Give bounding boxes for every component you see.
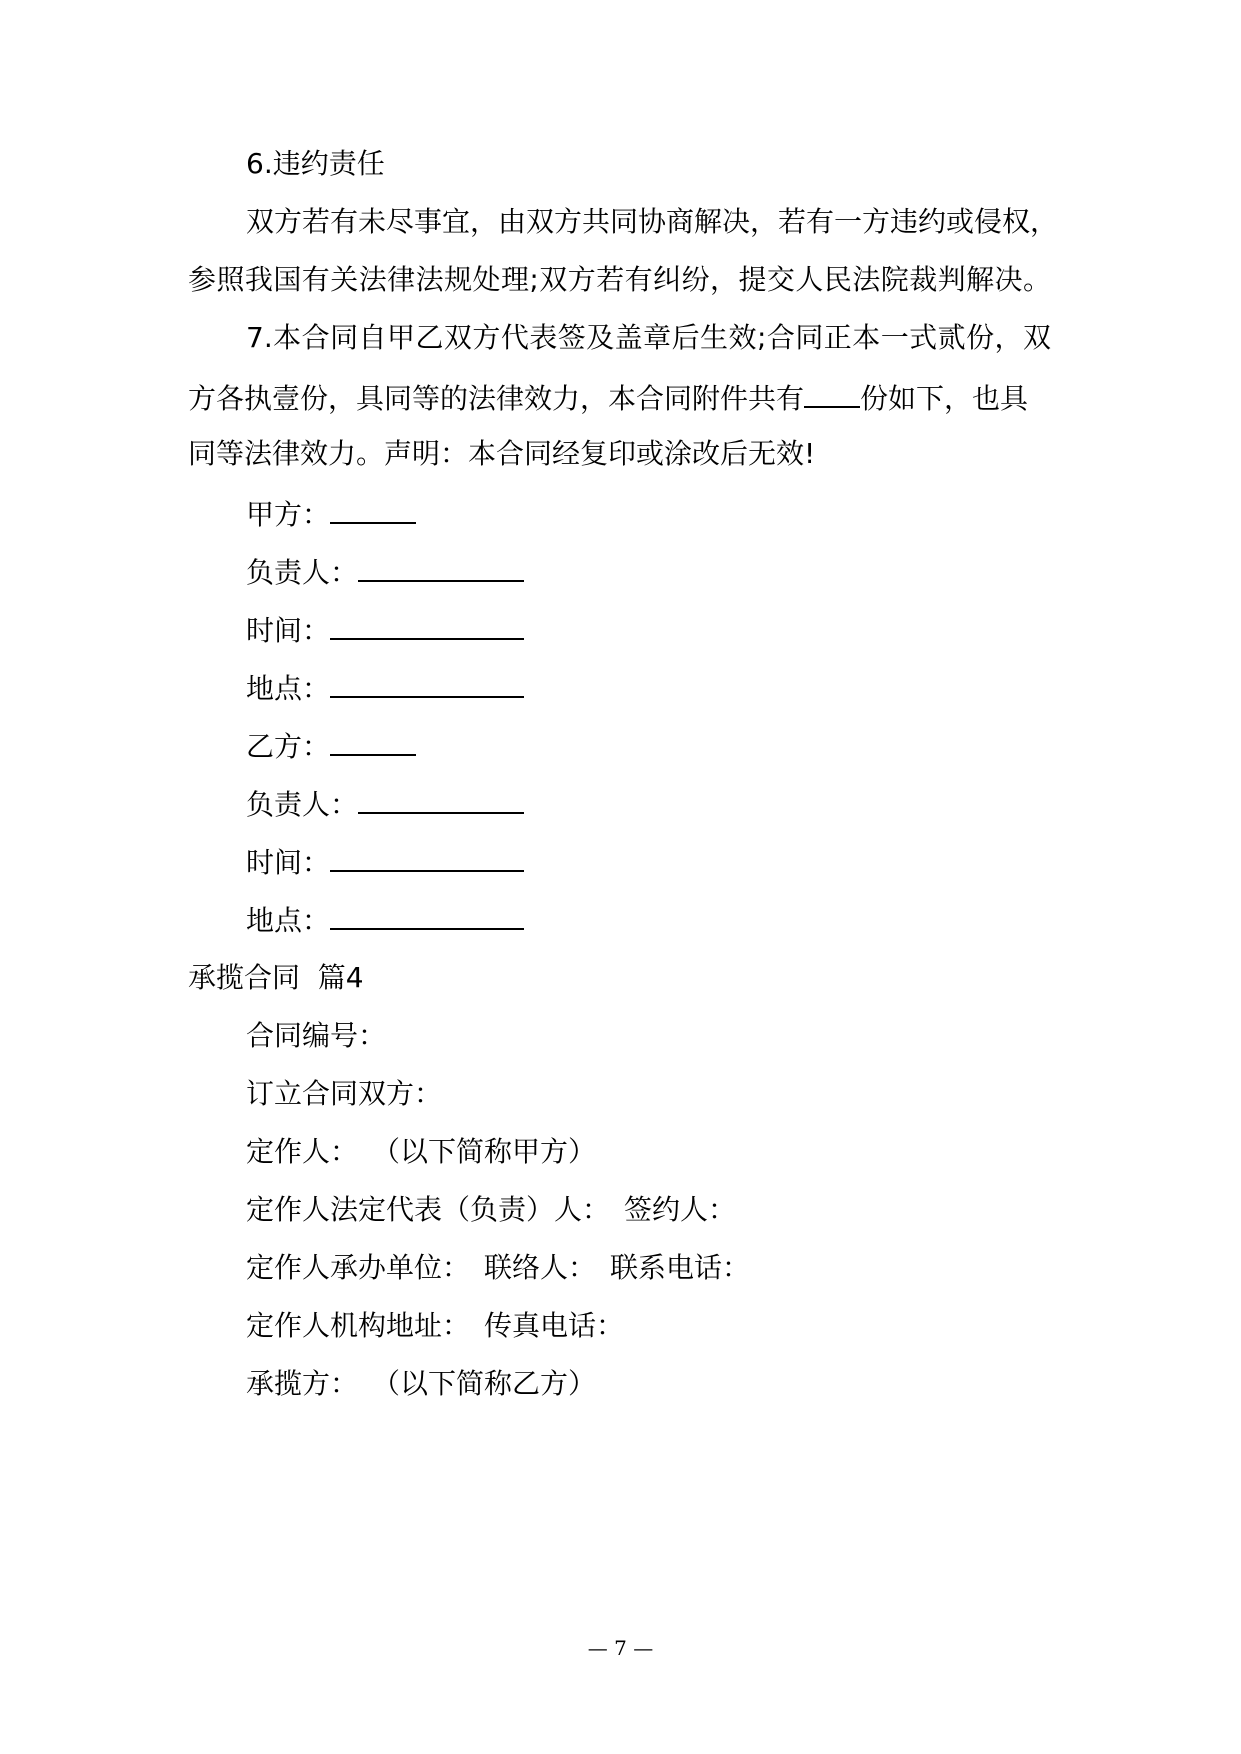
attachment-count-blank[interactable] <box>804 376 860 408</box>
orderer-address-label: 定作人机构地址： <box>246 1309 471 1342</box>
contractor-note: （以下简称乙方） <box>372 1367 597 1400</box>
party-b-time-label: 时间： <box>246 846 331 879</box>
party-a-resp-blank[interactable] <box>358 550 524 582</box>
party-a-place-blank[interactable] <box>330 666 524 698</box>
section-6-body-line-2: 参照我国有关法律法规处理;双方若有纠纷，提交人民法院裁判解决。 <box>188 263 1051 296</box>
page-number: — 7 — <box>587 1636 654 1660</box>
fax-label: 传真电话： <box>484 1309 625 1342</box>
section-6-title: 6.违约责任 <box>246 147 385 180</box>
party-b-time-blank[interactable] <box>330 840 524 872</box>
contract-parties: 订立合同双方： <box>246 1077 443 1110</box>
party-b-place-blank[interactable] <box>330 898 524 930</box>
party-b-place-row <box>246 898 524 941</box>
party-b-resp-row <box>246 782 524 825</box>
party-b-blank[interactable] <box>330 724 416 756</box>
orderer-unit-row <box>246 1248 750 1288</box>
orderer-note: （以下简称甲方） <box>372 1135 597 1168</box>
section-6-body-line-1: 双方若有未尽事宜，由双方共同协商解决，若有一方违约或侵权， <box>246 205 1059 238</box>
party-a-place-label: 地点： <box>246 672 331 705</box>
party-a-label: 甲方： <box>246 498 331 531</box>
section-7-line-1: 7.本合同自甲乙双方代表签及盖章后生效;合同正本一式贰份，双 <box>246 321 1051 354</box>
contract-4-heading: 承揽合同 篇4 <box>188 961 364 994</box>
party-b-resp-blank[interactable] <box>358 782 524 814</box>
party-b-time-row <box>246 840 524 883</box>
contractor-label: 承揽方： <box>246 1367 359 1400</box>
party-a-time-row <box>246 608 524 651</box>
orderer-address-row <box>246 1306 624 1346</box>
orderer-row <box>246 1132 596 1172</box>
orderer-unit-label: 定作人承办单位： <box>246 1251 471 1284</box>
contract-number: 合同编号： <box>246 1019 387 1052</box>
party-a-blank[interactable] <box>330 492 416 524</box>
party-a-place-row <box>246 666 524 709</box>
section-7-line-3: 同等法律效力。声明：本合同经复印或涂改后无效! <box>188 437 816 470</box>
party-a-time-blank[interactable] <box>330 608 524 640</box>
party-a-row <box>246 492 416 535</box>
section-7-line-2-text-a: 方各执壹份，具同等的法律效力，本合同附件共有 <box>188 382 805 415</box>
party-a-time-label: 时间： <box>246 614 331 647</box>
section-7-line-2-text-b: 份如下，也具 <box>860 382 1029 415</box>
signer-label: 签约人： <box>624 1193 737 1226</box>
party-b-resp-label: 负责人： <box>246 788 359 821</box>
party-a-resp-label: 负责人： <box>246 556 359 589</box>
party-b-label: 乙方： <box>246 730 331 763</box>
section-7-line-2 <box>188 376 1051 419</box>
orderer-rep-row <box>246 1190 736 1230</box>
phone-label: 联系电话： <box>610 1251 751 1284</box>
contact-label: 联络人： <box>484 1251 597 1284</box>
orderer-rep-label: 定作人法定代表（负责）人： <box>246 1193 611 1226</box>
contractor-row <box>246 1364 596 1404</box>
orderer-label: 定作人： <box>246 1135 359 1168</box>
party-b-place-label: 地点： <box>246 904 331 937</box>
party-a-resp-row <box>246 550 524 593</box>
party-b-row <box>246 724 416 767</box>
